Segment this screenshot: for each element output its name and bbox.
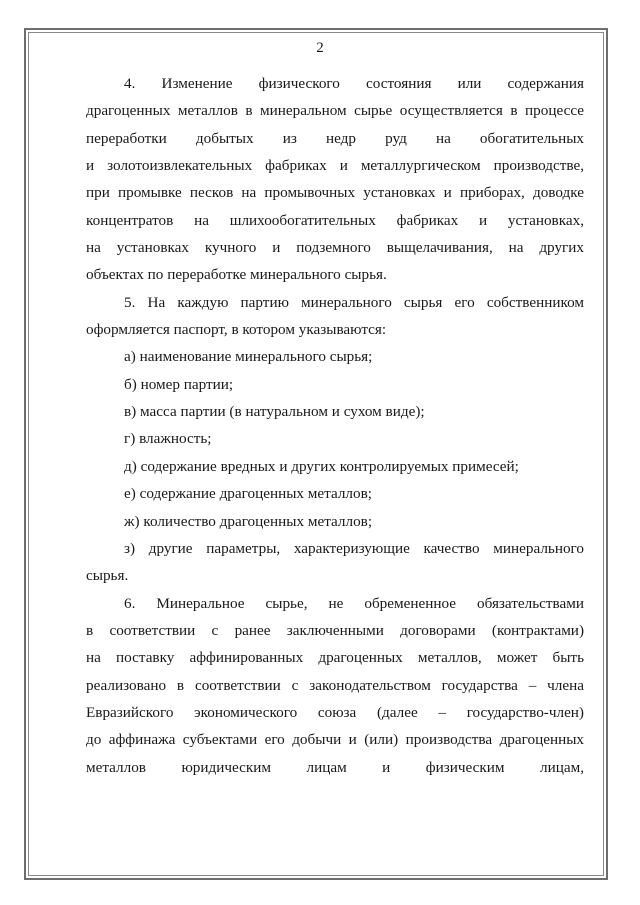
text-line: сырья. xyxy=(86,567,129,585)
text-line: до аффинажа субъектами его добычи и (или) производства драгоценных xyxy=(86,731,584,749)
text-line: в) масса партии (в натуральном и сухом виде); xyxy=(124,403,425,421)
text-line: металлов юридическим лицам и физическим лицам, xyxy=(86,758,584,776)
text-line: переработки добытых из недр руд на обогатительных xyxy=(86,129,584,147)
text-line: д) содержание вредных и других контролируемых примесей; xyxy=(124,457,519,475)
text-line: 5. На каждую партию минерального сырья его собственником xyxy=(124,293,584,311)
text-line: Евразийского экономического союза (далее – государство-член) xyxy=(86,703,584,721)
text-line: з) другие параметры, характеризующие качество минерального xyxy=(124,539,584,557)
text-line: и золотоизвлекательных фабриках и металлургическом производстве, xyxy=(86,157,584,175)
text-line: концентратов на шлихообогатительных фабриках и установках, xyxy=(86,211,584,229)
text-line: при промывке песков на промывочных установках и приборах, доводке xyxy=(86,184,584,202)
text-line: 6. Минеральное сырье, не обремененное обязательствами xyxy=(124,594,584,612)
text-line: на поставку аффинированных драгоценных металлов, может быть xyxy=(86,649,584,667)
text-line: оформляется паспорт, в котором указываются: xyxy=(86,321,387,339)
page-number: 2 xyxy=(316,40,324,56)
text-line: е) содержание драгоценных металлов; xyxy=(124,485,372,503)
document-body xyxy=(86,70,584,781)
text-line: объектах по переработке минерального сырья. xyxy=(86,266,387,284)
text-line: г) влажность; xyxy=(124,430,212,448)
text-line: а) наименование минерального сырья; xyxy=(124,348,373,366)
text-line: 4. Изменение физического состояния или содержания xyxy=(124,75,584,92)
text-line: драгоценных металлов в минеральном сырье осуществляется в процессе xyxy=(86,102,584,120)
text-line: ж) количество драгоценных металлов; xyxy=(124,512,373,530)
text-line: в соответствии с ранее заключенными договорами (контрактами) xyxy=(86,621,584,639)
text-line: реализовано в соответствии с законодательством государства – члена xyxy=(86,676,584,694)
text-line: на установках кучного и подземного выщелачивания, на других xyxy=(86,239,584,257)
text-line: б) номер партии; xyxy=(124,375,234,393)
